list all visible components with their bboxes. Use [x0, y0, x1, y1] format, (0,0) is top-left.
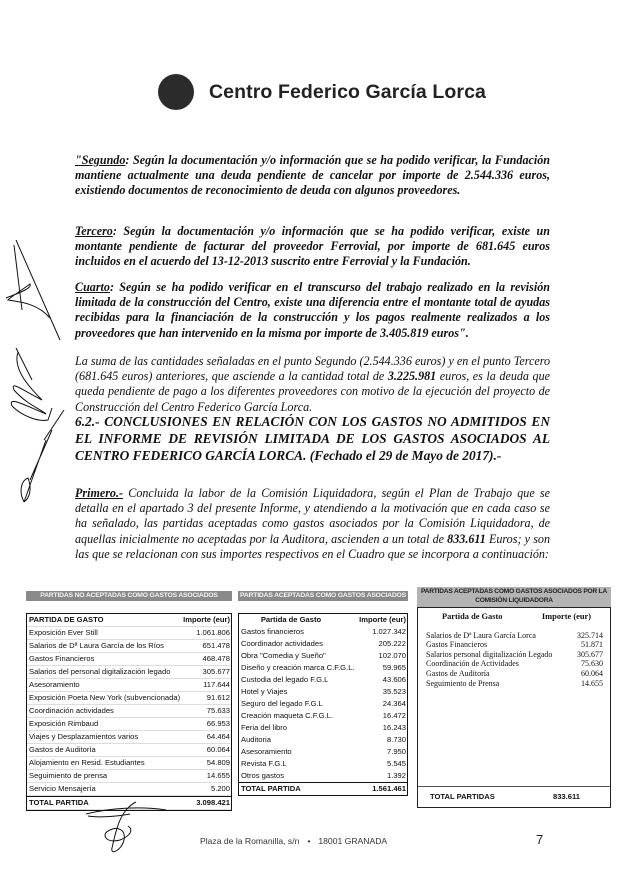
row-value: 60.064 — [206, 745, 230, 754]
row-value: 66.953 — [206, 719, 230, 728]
footer-street: Plaza de la Romanilla, s/n — [200, 836, 300, 846]
text-primero-after: Euros; y son las que se relacionan con sus importes respectivos en el Cuadro que se incorpora a continuación: — [75, 531, 550, 561]
row-value: 43.606 — [382, 675, 406, 684]
heading-cuarto: Cuarto — [75, 280, 110, 294]
row-value: 305.677 — [202, 667, 230, 676]
table-row — [239, 758, 407, 770]
table-row — [27, 718, 231, 731]
table-row — [239, 698, 407, 710]
row-value: 91.612 — [206, 693, 230, 702]
row-label: Feria del libro — [241, 723, 288, 732]
row-value: 60.064 — [581, 668, 603, 678]
table-row — [239, 662, 407, 674]
total-value: 3.098.421 — [196, 798, 230, 807]
row-label: Creación maqueta C.F.G.L. — [241, 711, 334, 720]
row-value: 59.965 — [382, 663, 406, 672]
header-logo — [158, 74, 486, 110]
paragraph-segundo — [75, 153, 550, 199]
row-value: 14.655 — [581, 678, 603, 688]
table-row — [27, 705, 231, 718]
row-label: Hotel y Viajes — [241, 687, 288, 696]
paragraph-primero — [75, 486, 550, 562]
table-header-row — [418, 612, 610, 622]
row-value: 468.478 — [202, 654, 230, 663]
row-label: Gastos Financieros — [426, 640, 488, 650]
table-row — [239, 638, 407, 650]
table-row — [239, 674, 407, 686]
text-segundo: : Según la documentación y/o información que se ha podido verificar, la Fundación mantiene actualmente una deuda pendiente de cancelar por importe de 2.544.336 euros, existiendo documentos de reconocimiento de deuda con algunos proveedores. — [75, 153, 550, 198]
table-row — [27, 744, 231, 757]
org-name: Centro Federico García Lorca — [209, 80, 486, 103]
column-header-importe: Importe (eur) — [541, 612, 591, 621]
row-label: Servicio Mensajería — [29, 784, 96, 793]
table-row — [239, 686, 407, 698]
table-row — [27, 692, 231, 705]
row-value: 325.714 — [577, 630, 603, 640]
row-value: 16.472 — [382, 711, 406, 720]
table-body — [26, 613, 232, 811]
row-value: 75.633 — [206, 706, 230, 715]
table-row — [418, 669, 610, 679]
table-row — [27, 640, 231, 653]
row-value: 14.655 — [206, 771, 230, 780]
row-value: 117.644 — [203, 680, 230, 689]
row-label: Coordinación actividades — [29, 706, 114, 715]
text-cuarto: : Según se ha podido verificar en el transcurso del trabajo realizado en la revisión limitada de la construcción del Centro, existe una diferencia entre el montante total de ayudas recibidas para la financiación de la construcción y los pagos realmente realizados a los proveedores que han intervenido en la misma por importe de 3.405.819 euros". — [75, 280, 550, 340]
row-label: Salarios de Dª Laura García Lorca — [426, 630, 536, 640]
row-value: 102.070 — [378, 651, 406, 660]
row-label: Coordinador actividades — [241, 639, 323, 648]
table-header-row — [239, 614, 407, 626]
column-header-importe: Importe (eur) — [359, 615, 406, 624]
row-label: Exposición Rimbaud — [29, 719, 99, 728]
table-header-row — [27, 614, 231, 627]
total-value: 1.561.461 — [372, 784, 406, 793]
total-label: TOTAL PARTIDA — [241, 784, 301, 793]
row-value: 5.200 — [210, 784, 230, 793]
row-value: 1.392 — [386, 771, 406, 780]
heading-tercero: Tercero — [75, 224, 113, 238]
column-header-partida: PARTIDA DE GASTO — [29, 615, 104, 624]
row-label: Alojamiento en Resid. Estudiantes — [29, 758, 145, 767]
footer-address — [200, 836, 387, 846]
total-value: 833.611 — [552, 792, 580, 801]
footer-city: 18001 GRANADA — [318, 836, 388, 846]
row-label: Revista F.G.L — [241, 759, 287, 768]
table-row — [418, 659, 610, 669]
row-value: 75.630 — [581, 659, 603, 669]
row-label: Gastos de Auditoría — [29, 745, 96, 754]
row-value: 7.950 — [386, 747, 406, 756]
row-label: Custodia del legado F.G.L — [241, 675, 329, 684]
table-row — [239, 746, 407, 758]
margin-signature — [2, 240, 68, 510]
row-label: Gastos de Auditoría — [426, 668, 490, 678]
table-row — [418, 631, 610, 641]
table-row — [27, 757, 231, 770]
table-total-row — [418, 786, 610, 807]
column-header-partida: Partida de Gasto — [260, 615, 322, 624]
total-label: TOTAL PARTIDA — [29, 798, 89, 807]
row-value: 1.061.806 — [196, 628, 230, 637]
table-banner: PARTIDAS NO ACEPTADAS COMO GASTOS ASOCIADOS — [26, 591, 232, 601]
table-row — [239, 722, 407, 734]
table-row — [239, 626, 407, 638]
bottom-signature — [80, 800, 170, 860]
total-deuda: 3.225.981 — [387, 369, 437, 384]
text-primero-before: Concluida la labor de la Comisión Liquidadora, según el Plan de Trabajo que se detalla en el apartado 3 del presente Informe, y atendiendo a la motivación que en cada caso se ha señalado, las partidas aceptadas como gastos asociados por la Comisión Liquidadora, de aquellas inicialmente no aceptadas por la Auditora, ascienden a un total de — [75, 486, 550, 546]
row-value: 16.243 — [382, 723, 406, 732]
row-value: 54.809 — [206, 758, 230, 767]
row-value: 51.871 — [581, 640, 603, 650]
table-banner: PARTIDAS ACEPTADAS COMO GASTOS ASOCIADOS POR LA COMISIÓN LIQUIDADORA — [417, 587, 611, 607]
row-label: Otros gastos — [241, 771, 285, 780]
text-suma-after: euros, es la deuda que queda pendiente de pago a los diferentes proveedores con motivo de la ejecución del proyecto de Construcción del Centro Federico García Lorca. — [75, 369, 550, 414]
column-header-partida: Partida de Gasto — [442, 612, 503, 621]
text-suma-before: La suma de las cantidades señaladas en el punto Segundo (2.544.336 euros) y en el punto Tercero (681.645 euros) anteriores, que asciende a la cantidad total de — [75, 354, 550, 384]
heading-primero: Primero.- — [75, 486, 124, 500]
row-value: 5.545 — [386, 759, 406, 768]
row-label: Salarios de Dª Laura García de los Ríos — [29, 641, 164, 650]
table-total-row — [239, 782, 407, 795]
table-row — [27, 679, 231, 692]
table-row — [27, 627, 231, 640]
column-header-importe: Importe (eur) — [183, 615, 230, 624]
page-number: 7 — [536, 832, 544, 847]
row-value: 24.364 — [382, 699, 406, 708]
table-no-aceptadas — [26, 591, 232, 811]
row-label: Asesoramiento — [29, 680, 80, 689]
row-value: 1.027.342 — [372, 627, 406, 636]
table-row — [418, 679, 610, 689]
table-banner: PARTIDAS ACEPTADAS COMO GASTOS ASOCIADOS — [238, 591, 408, 601]
table-row — [418, 650, 610, 660]
table-body — [417, 607, 611, 808]
table-row — [239, 770, 407, 782]
table-row — [239, 650, 407, 662]
row-value: 651.478 — [202, 641, 230, 650]
row-value: 35.523 — [382, 687, 406, 696]
table-row — [27, 783, 231, 796]
section-heading: 6.2.- CONCLUSIONES EN RELACIÓN CON LOS GASTOS NO ADMITIDOS EN EL INFORME DE REVISIÓN LIMITADA DE LOS GASTOS ASOCIADOS AL CENTRO FEDERICO GARCÍA LORCA. (Fechado el 29 de Mayo de 2017).- — [75, 414, 550, 463]
table-row — [418, 640, 610, 650]
row-label: Viajes y Desplazamientos varios — [29, 732, 139, 741]
paragraph-suma — [75, 354, 550, 415]
row-label: Diseño y creación marca C.F.G.L. — [241, 663, 355, 672]
total-aceptadas: 833.611 — [447, 531, 486, 546]
row-label: Exposición Ever Still — [29, 628, 98, 637]
table-comision-liquidadora — [417, 587, 611, 808]
row-label: Obra "Comedia y Sueño" — [241, 651, 326, 660]
heading-segundo: "Segundo — [75, 153, 126, 167]
logo-circle-icon — [158, 74, 194, 110]
table-row — [239, 734, 407, 746]
table-row — [27, 666, 231, 679]
row-label: Asesoramiento — [241, 747, 292, 756]
table-row — [27, 770, 231, 783]
row-label: Seguro del legado F.G.L — [241, 699, 323, 708]
row-label: Salarios del personal digitalización legado — [29, 667, 171, 676]
table-row — [239, 710, 407, 722]
table-row — [27, 731, 231, 744]
bullet-separator-icon: • — [307, 836, 311, 846]
row-value: 8.730 — [386, 735, 406, 744]
row-value: 305.677 — [577, 649, 603, 659]
row-label: Seguimiento de prensa — [29, 771, 108, 780]
row-label: Exposición Poeta New York (subvencionada) — [29, 693, 181, 702]
row-value: 205.222 — [378, 639, 406, 648]
row-label: Gastos Financieros — [29, 654, 95, 663]
total-label: TOTAL PARTIDAS — [430, 792, 495, 801]
row-label: Gastos financieros — [241, 627, 304, 636]
row-label: Salarios personal digitalización Legado — [426, 649, 553, 659]
row-label: Coordinación de Actividades — [426, 659, 519, 669]
row-label: Auditoria — [241, 735, 271, 744]
table-body — [238, 613, 408, 796]
table-aceptadas — [238, 591, 408, 796]
paragraph-cuarto — [75, 280, 550, 341]
table-row — [27, 653, 231, 666]
text-tercero: : Según la documentación y/o información que se ha podido verificar, existe un montante pendiente de facturar del proveedor Ferrovial, por importe de 681.645 euros incluidos en el acuerdo del 13-12-2013 suscrito entre Ferrovial y la Fundación. — [75, 224, 550, 269]
row-value: 64.464 — [206, 732, 230, 741]
row-label: Seguimiento de Prensa — [426, 678, 500, 688]
paragraph-tercero — [75, 224, 550, 270]
